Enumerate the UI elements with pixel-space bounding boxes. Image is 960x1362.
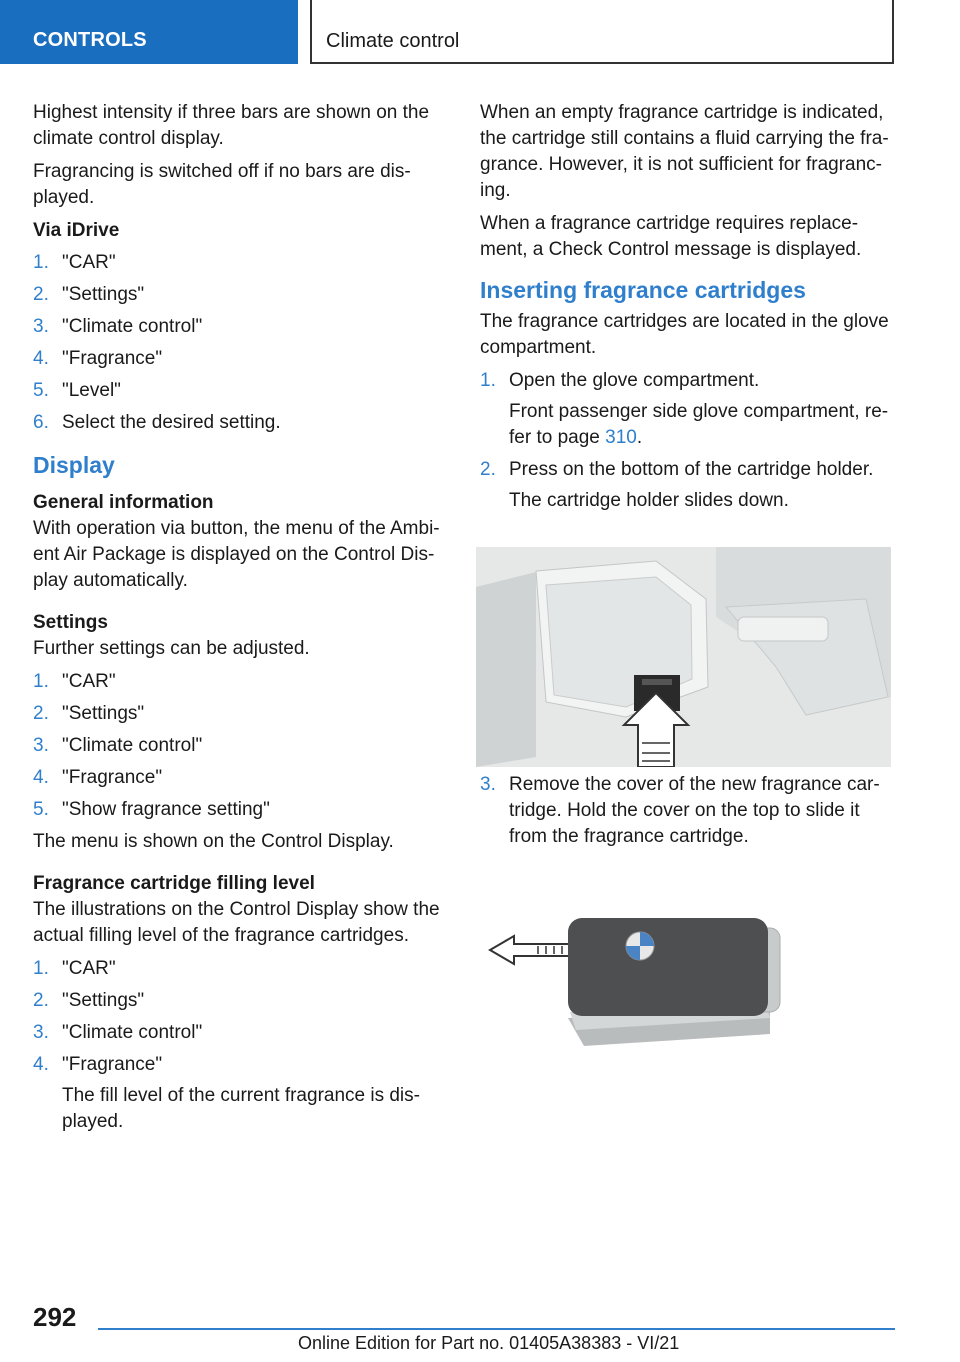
settings-steps bbox=[33, 669, 448, 823]
settings-title: Settings bbox=[33, 612, 108, 633]
left-column bbox=[33, 100, 448, 1141]
step-text: "Fragrance" bbox=[62, 1054, 163, 1075]
step-text: "Level" bbox=[62, 380, 121, 401]
step-number: 4. bbox=[33, 1054, 49, 1075]
step-number: 1. bbox=[33, 958, 49, 979]
step-number: 3. bbox=[33, 316, 49, 337]
section-title: CONTROLS bbox=[33, 29, 147, 51]
filling-steps bbox=[33, 956, 448, 1135]
page-reference-link[interactable]: 310 bbox=[605, 427, 637, 448]
list-item bbox=[33, 410, 448, 436]
list-item bbox=[33, 669, 448, 695]
general-info-text: With operation via button, the menu of the Ambi-ent Air Package is displayed on the Control Dis-play automatically. bbox=[33, 518, 440, 591]
list-item bbox=[33, 1020, 448, 1046]
list-item bbox=[480, 457, 900, 514]
list-item bbox=[33, 378, 448, 404]
list-item bbox=[33, 701, 448, 727]
list-item bbox=[33, 733, 448, 759]
intro-paragraph-1: Highest intensity if three bars are shown on the climate control display. bbox=[33, 102, 430, 149]
settings-after-text: The menu is shown on the Control Display. bbox=[33, 831, 394, 852]
step-number: 3. bbox=[33, 735, 49, 756]
step-number: 2. bbox=[33, 284, 49, 305]
step-text: "Fragrance" bbox=[62, 767, 163, 788]
step-text: "Climate control" bbox=[62, 735, 203, 756]
chapter-title: Climate control bbox=[326, 30, 460, 52]
inserting-steps bbox=[480, 368, 900, 514]
inserting-text: The fragrance cartridges are located in the glove compartment. bbox=[480, 311, 889, 358]
list-item bbox=[33, 956, 448, 982]
step-note: The cartridge holder slides down. bbox=[509, 490, 789, 511]
step-number: 2. bbox=[33, 990, 49, 1011]
step-note: The fill level of the current fragrance is dis-played. bbox=[62, 1085, 420, 1132]
step-text: "CAR" bbox=[62, 671, 116, 692]
step-number: 2. bbox=[33, 703, 49, 724]
list-item bbox=[33, 282, 448, 308]
list-item bbox=[480, 368, 900, 451]
step-number: 4. bbox=[33, 348, 49, 369]
step-text: "Fragrance" bbox=[62, 348, 163, 369]
step-number: 3. bbox=[480, 774, 496, 795]
fragrance-cartridge-illustration bbox=[480, 900, 790, 1060]
step-number: 2. bbox=[480, 459, 496, 480]
via-idrive-title: Via iDrive bbox=[33, 220, 120, 241]
footer-divider bbox=[98, 1328, 895, 1330]
filling-text: The illustrations on the Control Display show the actual filling level of the fragrance cartridges. bbox=[33, 899, 440, 946]
step-number: 6. bbox=[33, 412, 49, 433]
empty-cartridge-paragraph: When an empty fragrance cartridge is indicated, the cartridge still contains a fluid carrying the fra-grance. However, it is not sufficient for fragranc-ing. bbox=[480, 102, 889, 201]
step-number: 5. bbox=[33, 380, 49, 401]
step-number: 4. bbox=[33, 767, 49, 788]
step-note-end: . bbox=[636, 427, 643, 448]
step-number: 1. bbox=[33, 671, 49, 692]
glove-compartment-illustration bbox=[476, 547, 891, 767]
replacement-paragraph: When a fragrance cartridge requires replace-ment, a Check Control message is displayed. bbox=[480, 213, 862, 260]
filling-title: Fragrance cartridge filling level bbox=[33, 873, 315, 894]
page-number: 292 bbox=[33, 1302, 77, 1332]
step-text: "Show fragrance setting" bbox=[62, 799, 270, 820]
list-item bbox=[33, 346, 448, 372]
list-item bbox=[480, 772, 900, 850]
step-text: Open the glove compartment. bbox=[509, 370, 760, 391]
step-note-text: Front passenger side glove compartment, re-fer to page bbox=[509, 401, 889, 448]
step-text: "Settings" bbox=[62, 284, 145, 305]
list-item bbox=[33, 250, 448, 276]
list-item bbox=[33, 1052, 448, 1135]
step-number: 3. bbox=[33, 1022, 49, 1043]
step-text: "CAR" bbox=[62, 958, 116, 979]
step-number: 1. bbox=[33, 252, 49, 273]
list-item bbox=[33, 765, 448, 791]
step-number: 5. bbox=[33, 799, 49, 820]
step-text: Remove the cover of the new fragrance car-tridge. Hold the cover on the top to slide it from the fragrance cartridge. bbox=[509, 774, 880, 847]
inserting-steps-continued bbox=[480, 772, 900, 850]
step-text: Select the desired setting. bbox=[62, 412, 281, 433]
step-number: 1. bbox=[480, 370, 496, 391]
intro-paragraph-2: Fragrancing is switched off if no bars are dis-played. bbox=[33, 161, 411, 208]
step-text: "CAR" bbox=[62, 252, 116, 273]
settings-text: Further settings can be adjusted. bbox=[33, 638, 310, 659]
step-text: "Climate control" bbox=[62, 316, 203, 337]
inserting-heading: Inserting fragrance cartridges bbox=[480, 277, 806, 303]
edition-footer: Online Edition for Part no. 01405A38383 - VI/21 bbox=[298, 1333, 680, 1353]
step-note bbox=[509, 399, 900, 451]
chapter-tab bbox=[310, 0, 894, 64]
list-item bbox=[33, 797, 448, 823]
list-item bbox=[33, 314, 448, 340]
step-text: Press on the bottom of the cartridge holder. bbox=[509, 459, 874, 480]
via-idrive-steps bbox=[33, 250, 448, 436]
list-item bbox=[33, 988, 448, 1014]
display-heading: Display bbox=[33, 452, 115, 478]
general-info-title: General information bbox=[33, 492, 214, 513]
step-text: "Settings" bbox=[62, 703, 145, 724]
step-text: "Climate control" bbox=[62, 1022, 203, 1043]
step-text: "Settings" bbox=[62, 990, 145, 1011]
section-tab bbox=[0, 0, 298, 64]
